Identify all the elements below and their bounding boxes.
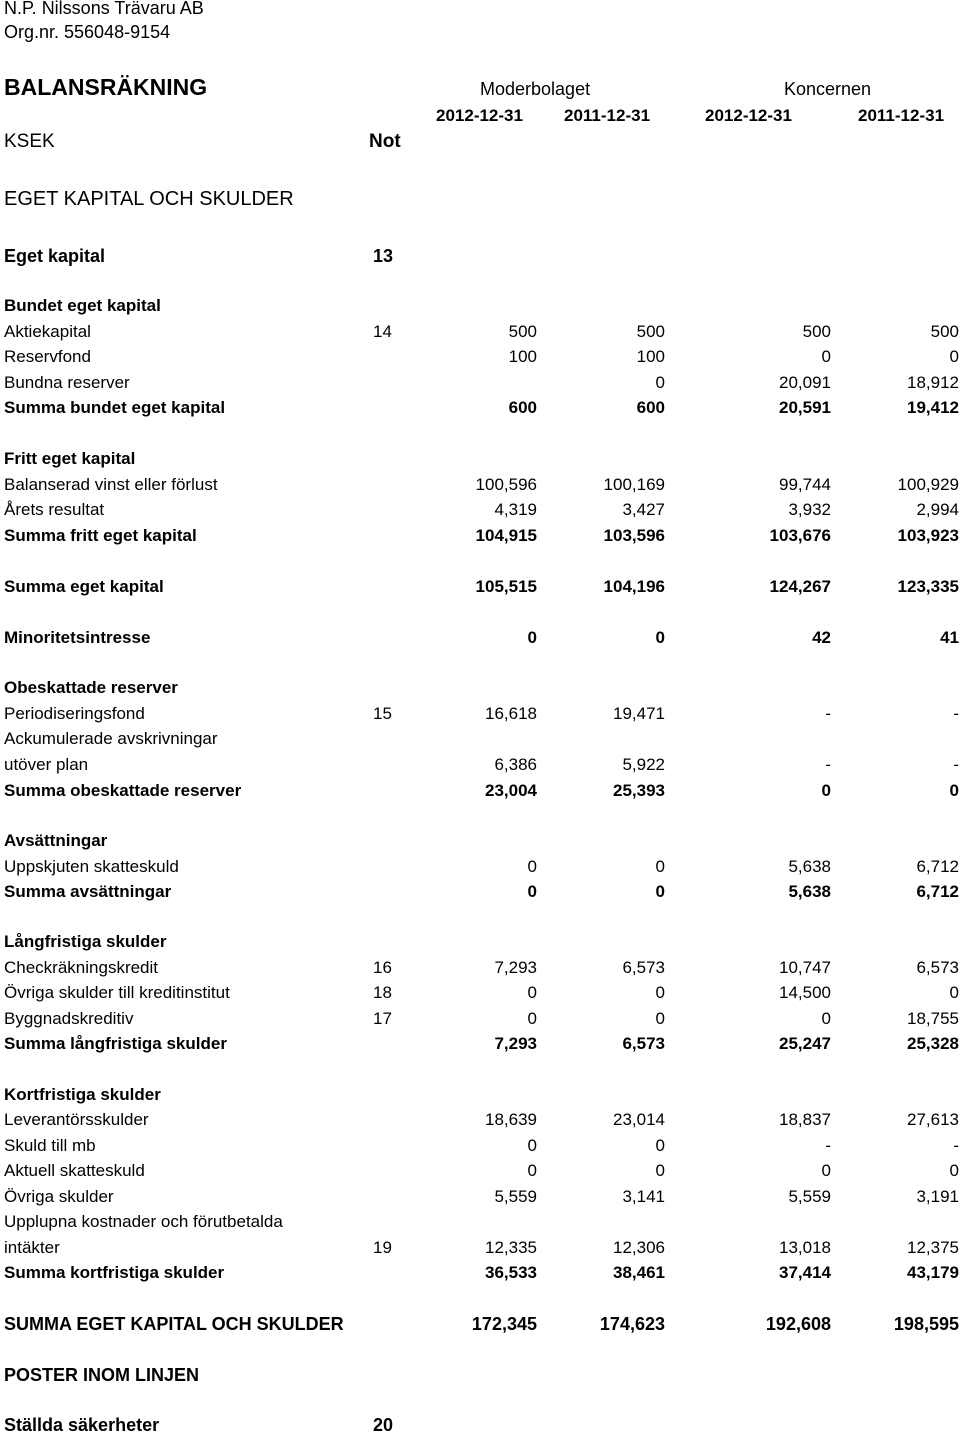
- row-label: Övriga skulder: [4, 1187, 114, 1206]
- row-value-col-4: 19,412: [907, 398, 959, 417]
- table-row: [0, 500, 960, 526]
- table-row: [0, 857, 960, 883]
- table-row: [0, 1136, 960, 1162]
- row-value-col-2: 500: [636, 322, 665, 341]
- row-label: POSTER INOM LINJEN: [4, 1365, 200, 1385]
- row-value-col-4: 6,712: [916, 882, 959, 901]
- table-row: [0, 704, 960, 730]
- row-value-col-4: 18,755: [907, 1009, 959, 1028]
- table-row: [0, 1161, 960, 1187]
- row-value-col-3: 10,747: [779, 958, 831, 977]
- column-group-parent: Moderbolaget: [480, 79, 591, 99]
- row-value-col-2: 103,596: [603, 526, 665, 545]
- row-value-col-4: 6,573: [916, 958, 959, 977]
- row-note: 17: [373, 1009, 392, 1028]
- row-value-col-3: 18,837: [779, 1110, 831, 1129]
- row-note: 14: [373, 322, 392, 341]
- row-label: Övriga skulder till kreditinstitut: [4, 983, 230, 1002]
- row-value-col-2: 0: [655, 1161, 665, 1180]
- row-value-col-4: -: [953, 1136, 959, 1155]
- row-value-col-2: 23,014: [613, 1110, 665, 1129]
- row-value-col-4: 103,923: [897, 526, 959, 545]
- column-date-1: 2012-12-31: [436, 106, 523, 125]
- row-label: Summa kortfristiga skulder: [4, 1263, 225, 1282]
- row-value-col-4: 0: [949, 781, 959, 800]
- row-value-col-2: 6,573: [622, 958, 665, 977]
- row-value-col-1: 7,293: [494, 958, 537, 977]
- unit-label: KSEK: [4, 131, 55, 152]
- row-value-col-2: 600: [636, 398, 665, 417]
- row-label: Balanserad vinst eller förlust: [4, 475, 218, 494]
- table-row: [0, 781, 960, 807]
- row-value-col-3: 103,676: [769, 526, 831, 545]
- row-note: 13: [373, 246, 394, 266]
- row-note: 15: [373, 704, 392, 723]
- row-value-col-2: 100: [636, 347, 665, 366]
- row-value-col-3: 124,267: [769, 577, 831, 596]
- table-row: [0, 347, 960, 373]
- row-label: SUMMA EGET KAPITAL OCH SKULDER: [4, 1314, 344, 1334]
- table-row: [0, 398, 960, 424]
- table-row: [0, 322, 960, 348]
- row-label: Obeskattade reserver: [4, 678, 178, 697]
- table-row: [0, 678, 960, 704]
- row-note: 20: [373, 1415, 394, 1435]
- row-value-col-3: 0: [821, 781, 831, 800]
- row-label: Periodiseringsfond: [4, 704, 145, 723]
- row-value-col-3: 20,091: [779, 373, 831, 392]
- table-row: [0, 1238, 960, 1264]
- row-value-col-4: 500: [930, 322, 959, 341]
- row-label: Eget kapital: [4, 246, 106, 266]
- row-value-col-4: 0: [949, 347, 959, 366]
- row-value-col-2: 38,461: [613, 1263, 665, 1282]
- row-value-col-1: 7,293: [494, 1034, 537, 1053]
- row-value-col-4: 2,994: [916, 500, 959, 519]
- row-value-col-1: 36,533: [485, 1263, 537, 1282]
- row-value-col-4: 43,179: [907, 1263, 959, 1282]
- row-note: 16: [373, 958, 392, 977]
- row-value-col-4: 41: [940, 628, 959, 647]
- row-value-col-2: 0: [655, 1136, 665, 1155]
- row-value-col-4: -: [953, 704, 959, 723]
- table-row: [0, 628, 960, 654]
- row-value-col-1: 0: [527, 628, 537, 647]
- table-row: [0, 1085, 960, 1111]
- row-label: Kortfristiga skulder: [4, 1085, 161, 1104]
- row-note: 19: [373, 1238, 392, 1257]
- row-label: Summa avsättningar: [4, 882, 172, 901]
- row-value-col-3: 5,559: [788, 1187, 831, 1206]
- row-value-col-1: 105,515: [475, 577, 537, 596]
- page-title: BALANSRÄKNING: [4, 74, 208, 100]
- row-value-col-4: 6,712: [916, 857, 959, 876]
- row-label: Avsättningar: [4, 831, 108, 850]
- row-label: Årets resultat: [4, 500, 105, 519]
- table-row: [0, 1212, 960, 1238]
- row-value-col-1: 100,596: [475, 475, 537, 494]
- row-label: Summa bundet eget kapital: [4, 398, 226, 417]
- row-value-col-3: 0: [821, 347, 831, 366]
- row-value-col-2: 0: [655, 983, 665, 1002]
- row-value-col-4: 3,191: [916, 1187, 959, 1206]
- row-value-col-1: 12,335: [485, 1238, 537, 1257]
- row-label: Upplupna kostnader och förutbetalda: [4, 1212, 283, 1231]
- row-value-col-4: 27,613: [907, 1110, 959, 1129]
- row-value-col-4: 0: [949, 983, 959, 1002]
- row-label: Summa obeskattade reserver: [4, 781, 242, 800]
- table-row: [0, 755, 960, 781]
- row-value-col-4: 0: [949, 1161, 959, 1180]
- row-label: Ställda säkerheter: [4, 1415, 160, 1435]
- row-value-col-2: 19,471: [613, 704, 665, 723]
- row-label: Reservfond: [4, 347, 91, 366]
- row-value-col-1: 0: [527, 1161, 537, 1180]
- org-number: Org.nr. 556048-9154: [4, 22, 171, 42]
- row-value-col-1: 500: [508, 322, 537, 341]
- row-value-col-2: 0: [655, 628, 665, 647]
- row-value-col-3: 20,591: [779, 398, 831, 417]
- row-label: Minoritetsintresse: [4, 628, 151, 647]
- column-group-group: Koncernen: [784, 79, 872, 99]
- table-row: [0, 1034, 960, 1060]
- row-value-col-2: 5,922: [622, 755, 665, 774]
- row-label: Summa långfristiga skulder: [4, 1034, 227, 1053]
- row-value-col-3: 14,500: [779, 983, 831, 1002]
- row-value-col-3: -: [825, 1136, 831, 1155]
- row-value-col-4: -: [953, 755, 959, 774]
- row-value-col-4: 12,375: [907, 1238, 959, 1257]
- table-row: [0, 958, 960, 984]
- row-value-col-4: 18,912: [907, 373, 959, 392]
- row-label: Leverantörsskulder: [4, 1110, 149, 1129]
- row-value-col-3: 5,638: [788, 857, 831, 876]
- row-label: Bundet eget kapital: [4, 296, 161, 315]
- company-name: N.P. Nilssons Trävaru AB: [4, 0, 204, 18]
- table-row: [0, 831, 960, 857]
- row-label: Långfristiga skulder: [4, 932, 167, 951]
- row-value-col-3: 42: [812, 628, 831, 647]
- row-value-col-1: 16,618: [485, 704, 537, 723]
- table-row: [0, 1415, 960, 1441]
- table-row: [0, 932, 960, 958]
- row-label: Bundna reserver: [4, 373, 130, 392]
- row-value-col-1: 100: [508, 347, 537, 366]
- column-date-3: 2012-12-31: [705, 106, 792, 125]
- row-value-col-3: 5,638: [788, 882, 831, 901]
- row-value-col-3: 500: [802, 322, 831, 341]
- row-value-col-4: 198,595: [893, 1314, 959, 1334]
- row-value-col-2: 0: [655, 373, 665, 392]
- row-label: Checkräkningskredit: [4, 958, 159, 977]
- row-value-col-1: 23,004: [485, 781, 537, 800]
- column-date-2: 2011-12-31: [564, 106, 651, 125]
- row-value-col-2: 100,169: [603, 475, 665, 494]
- row-value-col-1: 18,639: [485, 1110, 537, 1129]
- row-value-col-4: 100,929: [897, 475, 959, 494]
- table-row: [0, 296, 960, 322]
- section-title: EGET KAPITAL OCH SKULDER: [4, 188, 294, 210]
- table-row: [0, 373, 960, 399]
- row-label: Summa eget kapital: [4, 577, 164, 596]
- row-label: Aktuell skatteskuld: [4, 1161, 145, 1180]
- row-value-col-3: 25,247: [779, 1034, 831, 1053]
- table-row: [0, 577, 960, 603]
- note-column-header: Not: [369, 131, 401, 152]
- row-value-col-1: 0: [527, 857, 537, 876]
- row-value-col-1: 0: [527, 882, 537, 901]
- row-value-col-4: 25,328: [907, 1034, 959, 1053]
- row-note: 18: [373, 983, 392, 1002]
- row-value-col-1: 104,915: [475, 526, 537, 545]
- table-row: [0, 1009, 960, 1035]
- row-value-col-2: 0: [655, 857, 665, 876]
- row-value-col-1: 0: [527, 983, 537, 1002]
- row-value-col-3: 3,932: [788, 500, 831, 519]
- row-value-col-2: 25,393: [613, 781, 665, 800]
- table-row: [0, 1314, 960, 1340]
- row-value-col-3: 192,608: [765, 1314, 831, 1334]
- row-label: Aktiekapital: [4, 322, 91, 341]
- table-row: [0, 1263, 960, 1289]
- row-value-col-1: 0: [527, 1009, 537, 1028]
- table-row: [0, 1187, 960, 1213]
- row-label: Fritt eget kapital: [4, 449, 136, 468]
- row-value-col-3: 99,744: [779, 475, 831, 494]
- row-value-col-2: 0: [655, 1009, 665, 1028]
- row-value-col-2: 174,623: [599, 1314, 665, 1334]
- row-value-col-2: 3,141: [622, 1187, 665, 1206]
- row-value-col-3: -: [825, 755, 831, 774]
- row-value-col-3: 0: [821, 1161, 831, 1180]
- row-value-col-3: 13,018: [779, 1238, 831, 1257]
- column-date-4: 2011-12-31: [858, 106, 945, 125]
- table-row: [0, 475, 960, 501]
- table-row: [0, 983, 960, 1009]
- row-value-col-2: 12,306: [613, 1238, 665, 1257]
- row-value-col-3: -: [825, 704, 831, 723]
- table-row: [0, 1110, 960, 1136]
- row-value-col-1: 172,345: [471, 1314, 537, 1334]
- row-label: Skuld till mb: [4, 1136, 96, 1155]
- row-value-col-2: 3,427: [622, 500, 665, 519]
- table-row: [0, 526, 960, 552]
- row-label: Summa fritt eget kapital: [4, 526, 197, 545]
- row-value-col-3: 0: [821, 1009, 831, 1028]
- table-row: [0, 246, 960, 272]
- row-value-col-2: 6,573: [622, 1034, 665, 1053]
- row-value-col-2: 104,196: [603, 577, 665, 596]
- table-row: [0, 449, 960, 475]
- row-label: intäkter: [4, 1238, 60, 1257]
- row-label: Uppskjuten skatteskuld: [4, 857, 179, 876]
- row-value-col-1: 0: [527, 1136, 537, 1155]
- row-value-col-4: 123,335: [897, 577, 959, 596]
- row-label: Byggnadskreditiv: [4, 1009, 134, 1028]
- row-value-col-3: 37,414: [779, 1263, 831, 1282]
- row-label: utöver plan: [4, 755, 89, 774]
- row-value-col-1: 4,319: [494, 500, 537, 519]
- table-row: [0, 882, 960, 908]
- row-label: Ackumulerade avskrivningar: [4, 729, 218, 748]
- table-row: [0, 1365, 960, 1391]
- row-value-col-2: 0: [655, 882, 665, 901]
- row-value-col-1: 600: [508, 398, 537, 417]
- row-value-col-1: 6,386: [494, 755, 537, 774]
- table-row: [0, 729, 960, 755]
- row-value-col-1: 5,559: [494, 1187, 537, 1206]
